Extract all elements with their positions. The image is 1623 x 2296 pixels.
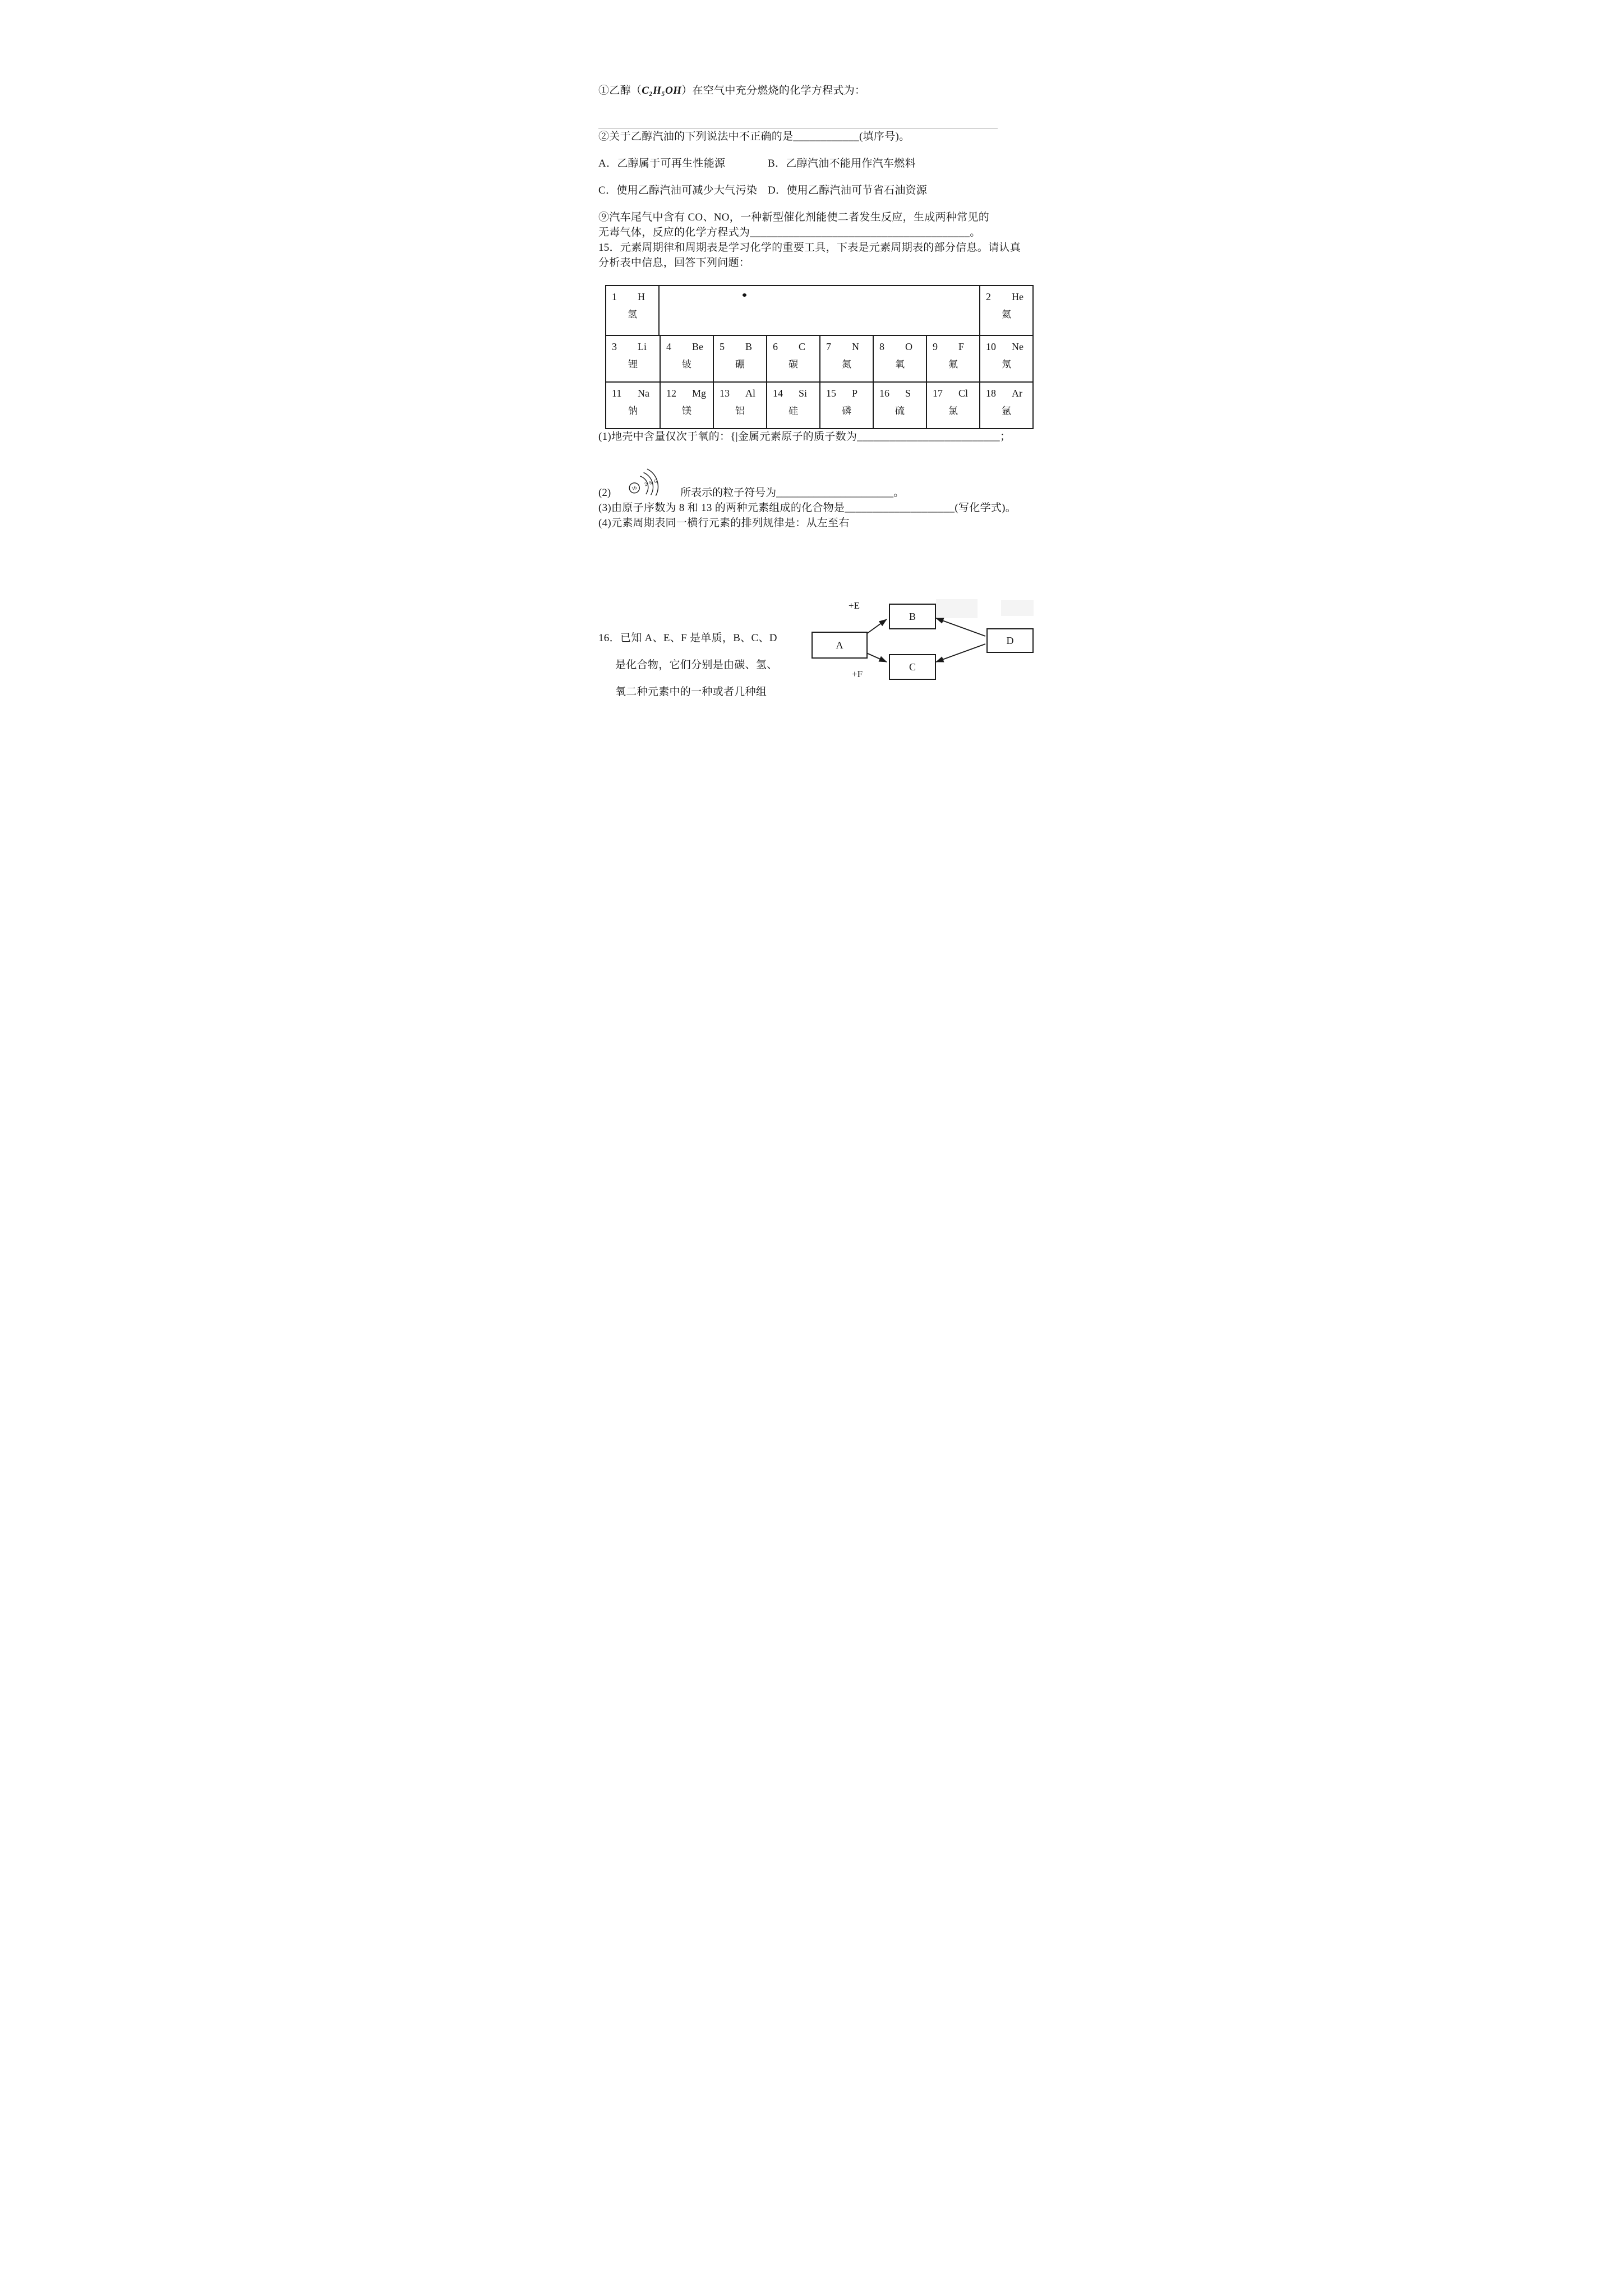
q16-line1: 16．已知 A、E、F 是单质，B、C、D [598,632,777,644]
periodic-table [605,285,1034,429]
box-b: B [889,604,936,629]
label-plus-f: +F [852,669,863,679]
pt-cell-oxygen: 8 O 氧 [873,335,926,381]
atom-shell-2: 8 [648,480,653,486]
periodic-table-row-2 [606,335,1032,381]
pt-cell-hydrogen: 1 H 氢 [606,286,660,335]
box-d: D [986,628,1034,653]
box-a: A [811,632,868,659]
pt-cell-nitrogen: 7 N 氮 [819,335,873,381]
q15-part2-text: 所表示的粒子符号为______________________。 [680,487,905,499]
ethanol-formula: C₂H₅OH [642,85,682,96]
q14-sub2: ②关于乙醇汽油的下列说法中不正确的是____________(填序号)。 [598,131,910,142]
q16-text [598,597,813,706]
q14-option-c: C．使用乙醇汽油可减少大气污染 [598,185,758,196]
periodic-table-row-3 [606,381,1032,428]
q14-sub1-suffix: ）在空气中充分燃烧的化学方程式为： [681,85,866,96]
box-c: C [889,654,936,680]
pt-cell-lithium: 3 Li 锂 [606,335,660,381]
pt-cell-magnesium: 12 Mg 镁 [660,381,713,428]
q14-options-row-cd [598,183,1030,198]
q15-part2 [598,463,1030,500]
q15-part3: (3)由原子序数为 8 和 13 的两种元素组成的化合物是____________________(写化学式)。 [598,502,1017,514]
pt-cell-sulfur: 16 S 硫 [873,381,926,428]
pt-empty-region [660,286,979,335]
pt-cell-fluorine: 9 F 氟 [926,335,979,381]
pt-cell-sodium: 11 Na 钠 [606,381,660,428]
pt-cell-helium: 2 He 氦 [979,286,1032,335]
q14-sub1-prefix: ①乙醇（ [598,85,642,96]
q15-part4: (4)元素周期表同一横行元素的排列规律是：从左至右 [598,517,850,529]
atom-shell-1: 2 [643,481,648,487]
atom-nucleus-label: 16 [631,484,638,492]
q16-line2: 是化合物，它们分别是由碳、氢、 [615,659,778,671]
q15-part2-number: (2) [598,487,611,499]
q16-line3: 氧二种元素中的一种或者几种组 [615,686,767,698]
pt-cell-boron: 5 B 硼 [713,335,766,381]
pt-cell-neon: 10 Ne 氖 [979,335,1032,381]
q14-sub3-line1: ⑨汽车尾气中含有 CO、NO，一种新型催化剂能使二者发生反应，生成两种常见的 [598,211,989,223]
q15-intro-line1: 15．元素周期律和周期表是学习化学的重要工具，下表是元素周期表的部分信息。请认真 [598,242,1021,254]
q14-option-d: D．使用乙醇汽油可节省石油资源 [768,185,928,196]
q15-part1: (1)地壳中含量仅次于氧的：{|金属元素原子的质子数为__________________________； [598,431,1011,443]
q14-option-b: B．乙醇汽油不能用作汽车燃料 [768,158,916,169]
pt-cell-chlorine: 17 Cl 氯 [926,381,979,428]
question-16-section [598,597,1030,703]
arrow-a-to-b [866,619,887,634]
pt-cell-phosphorus: 15 P 磷 [819,381,873,428]
atom-structure-icon [624,468,665,505]
page-content [503,0,1120,754]
atom-shell-3: 6 [653,478,658,485]
pt-cell-carbon: 6 C 碳 [766,335,819,381]
pt-cell-aluminium: 13 Al 铝 [713,381,766,428]
q14-option-a: A．乙醇属于可再生性能源 [598,158,726,169]
q14-sub3-line2: 无毒气体，反应的化学方程式为________________________________________。 [598,227,981,238]
pt-cell-silicon: 14 Si 硅 [766,381,819,428]
arrow-d-to-c [936,644,985,662]
ink-speck [743,293,746,297]
q14-options-row-ab [598,156,1030,171]
q14-sub1 [598,83,1030,98]
pt-cell-argon: 18 Ar 氩 [979,381,1032,428]
arrow-d-to-b [936,618,985,636]
exam-page [503,0,1120,873]
q16-reaction-diagram [806,597,1035,693]
pt-cell-beryllium: 4 Be 铍 [660,335,713,381]
periodic-table-row-1 [606,286,1032,335]
arrow-a-to-c [866,653,887,662]
q15-intro-line2: 分析表中信息，回答下列问题： [598,257,750,269]
label-plus-e: +E [849,600,860,611]
